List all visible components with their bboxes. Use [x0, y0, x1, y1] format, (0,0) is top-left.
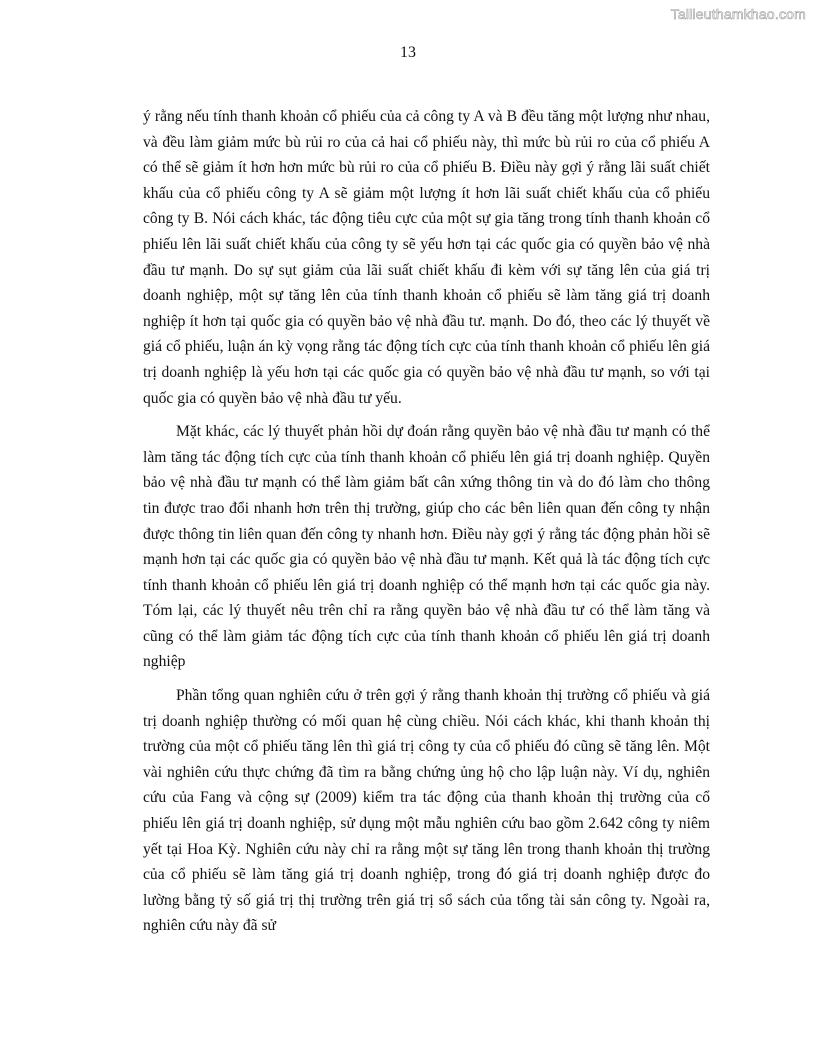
document-body [143, 104, 710, 939]
watermark: Tailieuthamkhao.com [670, 6, 806, 22]
paragraph-feedback-theories: Mặt khác, các lý thuyết phản hồi dự đoán rằng quyền bảo vệ nhà đầu tư mạnh có thể làm tăng tác động tích cực của tính thanh khoản cổ phiếu lên giá trị doanh nghiệp. Quyền bảo vệ nhà đầu tư mạnh có thể làm giảm bất cân xứng thông tin và do đó làm cho thông tin được trao đổi nhanh hơn trên thị trường, giúp cho các bên liên quan đến công ty nhận được thông tin liên quan đến công ty nhanh hơn. Điều này gợi ý rằng tác động phản hồi sẽ mạnh hơn tại các quốc gia có quyền bảo vệ nhà đầu tư mạnh. Kết quả là tác động tích cực tính thanh khoản cổ phiếu lên giá trị doanh nghiệp có thể mạnh hơn tại các quốc gia này. Tóm lại, các lý thuyết nêu trên chỉ ra rằng quyền bảo vệ nhà đầu tư có thể làm tăng và cũng có thể làm giảm tác động tích cực của tính thanh khoản cổ phiếu lên giá trị doanh nghiệp [143, 423, 710, 671]
paragraph-continuation: ý rằng nếu tính thanh khoản cổ phiếu của cả công ty A và B đều tăng một lượng như nhau, và đều làm giảm mức bù rủi ro của cả hai cổ phiếu này, thì mức bù rủi ro của cổ phiếu A có thể sẽ giảm ít hơn hơn mức bù rủi ro của cổ phiếu B. Điều này gợi ý rằng lãi suất chiết khấu của cổ phiếu công ty A sẽ giảm một lượng ít hơn lãi suất chiết khấu của cổ phiếu công ty B. Nói cách khác, tác động tiêu cực của một sự gia tăng trong tính thanh khoản cổ phiếu lên lãi suất chiết khấu của công ty sẽ yếu hơn tại các quốc gia có quyền bảo vệ nhà đầu tư mạnh. Do sự sụt giảm của lãi suất chiết khấu đi kèm với sự tăng lên của giá trị doanh nghiệp, một sự tăng lên của tính thanh khoản cổ phiếu sẽ làm tăng giá trị doanh nghiệp ít hơn tại quốc gia có quyền bảo vệ nhà đầu tư. mạnh. Do đó, theo các lý thuyết về giá cổ phiếu, luận án kỳ vọng rằng tác động tích cực của tính thanh khoản cổ phiếu lên giá trị doanh nghiệp là yếu hơn tại các quốc gia có quyền bảo vệ nhà đầu tư mạnh, so với tại quốc gia có quyền bảo vệ nhà đầu tư yếu. [143, 108, 710, 407]
page-number: 13 [400, 44, 416, 61]
paragraph-literature-review: Phần tổng quan nghiên cứu ở trên gợi ý rằng thanh khoản thị trường cổ phiếu và giá trị doanh nghiệp thường có mối quan hệ cùng chiều. Nói cách khác, khi thanh khoản thị trường của một cổ phiếu tăng lên thì giá trị công ty của cổ phiếu đó cũng sẽ tăng lên. Một vài nghiên cứu thực chứng đã tìm ra bằng chứng ủng hộ cho lập luận này. Ví dụ, nghiên cứu của Fang và cộng sự (2009) kiểm tra tác động của thanh khoản thị trường của cổ phiếu lên giá trị doanh nghiệp, sử dụng một mẫu nghiên cứu bao gồm 2.642 công ty niêm yết tại Hoa Kỳ. Nghiên cứu này chỉ ra rằng một sự tăng lên trong thanh khoản thị trường của cổ phiếu sẽ làm tăng giá trị doanh nghiệp, trong đó giá trị doanh nghiệp được đo lường bằng tỷ số giá trị thị trường trên giá trị sổ sách của tổng tài sản công ty. Ngoài ra, nghiên cứu này đã sử [143, 687, 710, 935]
